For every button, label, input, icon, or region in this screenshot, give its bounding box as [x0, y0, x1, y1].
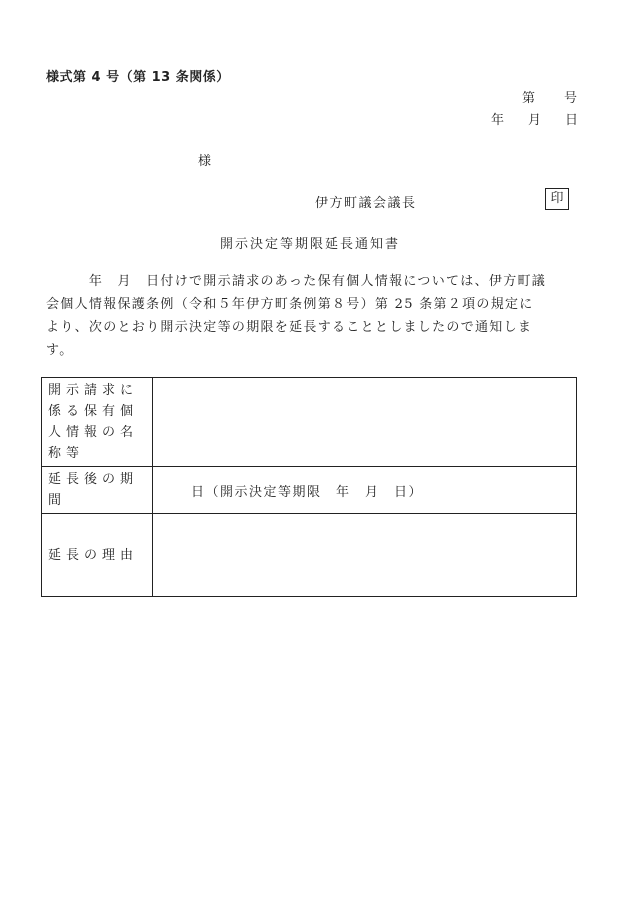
table-row: [42, 467, 577, 514]
row-value-info-name: [153, 378, 577, 467]
document-date: [491, 109, 578, 128]
body-line: す。: [46, 343, 74, 358]
addressee-honorific: 様: [198, 154, 212, 169]
document-number: [522, 87, 578, 106]
details-table: [41, 377, 577, 597]
document-number-prefix: 第: [521, 91, 536, 106]
body-line: 会個人情報保護条例（令和５年伊方町条例第８号）第 25 条第２項の規定に: [46, 297, 534, 312]
date-year: 年: [490, 113, 504, 128]
row-label-extension-reason: 延長の理由: [42, 514, 153, 597]
body-line: 年 月 日付けで開示請求のあった保有個人情報については、伊方町議: [46, 274, 547, 289]
document-number-suffix: 号: [563, 91, 578, 106]
date-day: 日: [564, 113, 578, 128]
table-row: [42, 514, 577, 597]
row-value-extension-reason: [153, 514, 577, 597]
sender-title: 伊方町議会議長: [315, 196, 417, 211]
body-line: より、次のとおり開示決定等の期限を延長することとしましたので通知しま: [46, 320, 533, 335]
seal-mark: 印: [545, 188, 569, 210]
form-title: 様式第 4 号（第 13 条関係）: [46, 70, 230, 85]
row-label-info-name: 開示請求に係る保有個人情報の名称等: [42, 378, 153, 467]
notice-title: 開示決定等期限延長通知書: [220, 237, 401, 252]
table-row: [42, 378, 577, 467]
date-month: 月: [527, 113, 541, 128]
row-label-extended-period: 延長後の期間: [42, 467, 153, 514]
body-paragraph: [46, 270, 586, 362]
row-value-extended-period: 日（開示決定等期限 年 月 日）: [153, 467, 577, 514]
